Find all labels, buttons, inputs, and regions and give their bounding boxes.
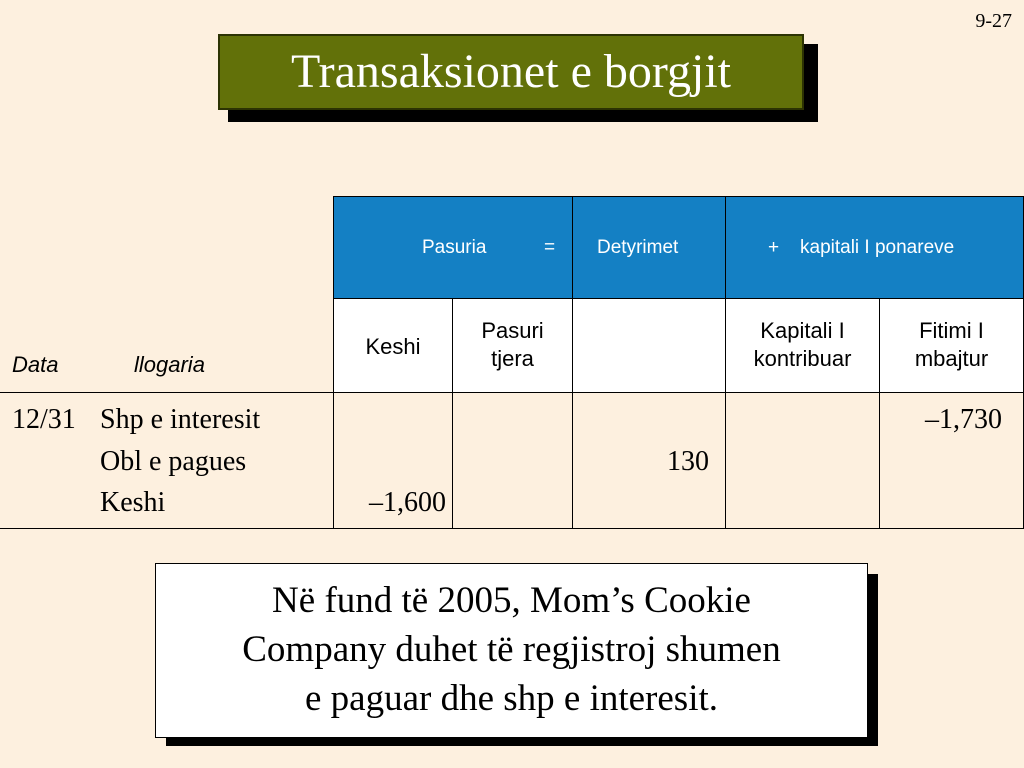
subheader-llogaria: llogaria xyxy=(134,352,205,377)
grid-col-line-1 xyxy=(333,196,334,529)
entry-fitimi-value: –1,730 xyxy=(925,404,1002,435)
grid-subheader-line xyxy=(0,392,1024,393)
subheader-kapitali-line1: Kapitali I xyxy=(760,318,845,343)
header-detyrimet: Detyrimet xyxy=(597,237,679,258)
entry-date: 12/31 xyxy=(12,404,76,435)
header-equals: = xyxy=(544,237,556,258)
entry-detyrimet-value: 130 xyxy=(667,446,709,477)
entry-account-2: Obl e pagues xyxy=(100,446,247,477)
note-box xyxy=(155,563,868,738)
entry-account-3: Keshi xyxy=(100,487,166,518)
entry-account-1: Shp e interesit xyxy=(100,404,261,435)
subheader-data: Data xyxy=(12,352,59,377)
entry-keshi-value: –1,600 xyxy=(369,487,446,518)
grid-header-line xyxy=(333,298,1024,299)
header-pasuria: Pasuria xyxy=(422,237,487,258)
subheader-kapitali-line2: kontribuar xyxy=(753,346,852,371)
subheader-kapitali xyxy=(726,317,879,373)
note-line-1: Në fund të 2005, Mom’s Cookie xyxy=(272,580,751,621)
slide-number: 9-27 xyxy=(975,10,1012,32)
slide-title: Transaksionet e borgjit xyxy=(291,45,731,98)
grid-col-line-3 xyxy=(572,196,573,529)
subheader-pasuri-line1: Pasuri xyxy=(481,318,544,343)
subheader-keshi: Keshi xyxy=(365,334,421,359)
note-line-3: e paguar dhe shp e interesit. xyxy=(304,678,719,719)
subheader-fitimi xyxy=(880,317,1023,373)
header-kapitali: kapitali I ponareve xyxy=(800,237,955,258)
note-line-2: Company duhet të regjistroj shumen xyxy=(242,629,781,670)
title-banner xyxy=(218,34,804,110)
subheader-fitimi-line2: mbajtur xyxy=(914,346,989,371)
grid-top-line xyxy=(333,196,1024,197)
subheader-pasuri-tjera xyxy=(453,317,572,373)
subheader-fitimi-line1: Fitimi I xyxy=(919,318,984,343)
grid-bottom-line xyxy=(0,528,1024,529)
subheader-pasuri-line2: tjera xyxy=(491,346,534,371)
header-plus: + xyxy=(768,237,780,258)
